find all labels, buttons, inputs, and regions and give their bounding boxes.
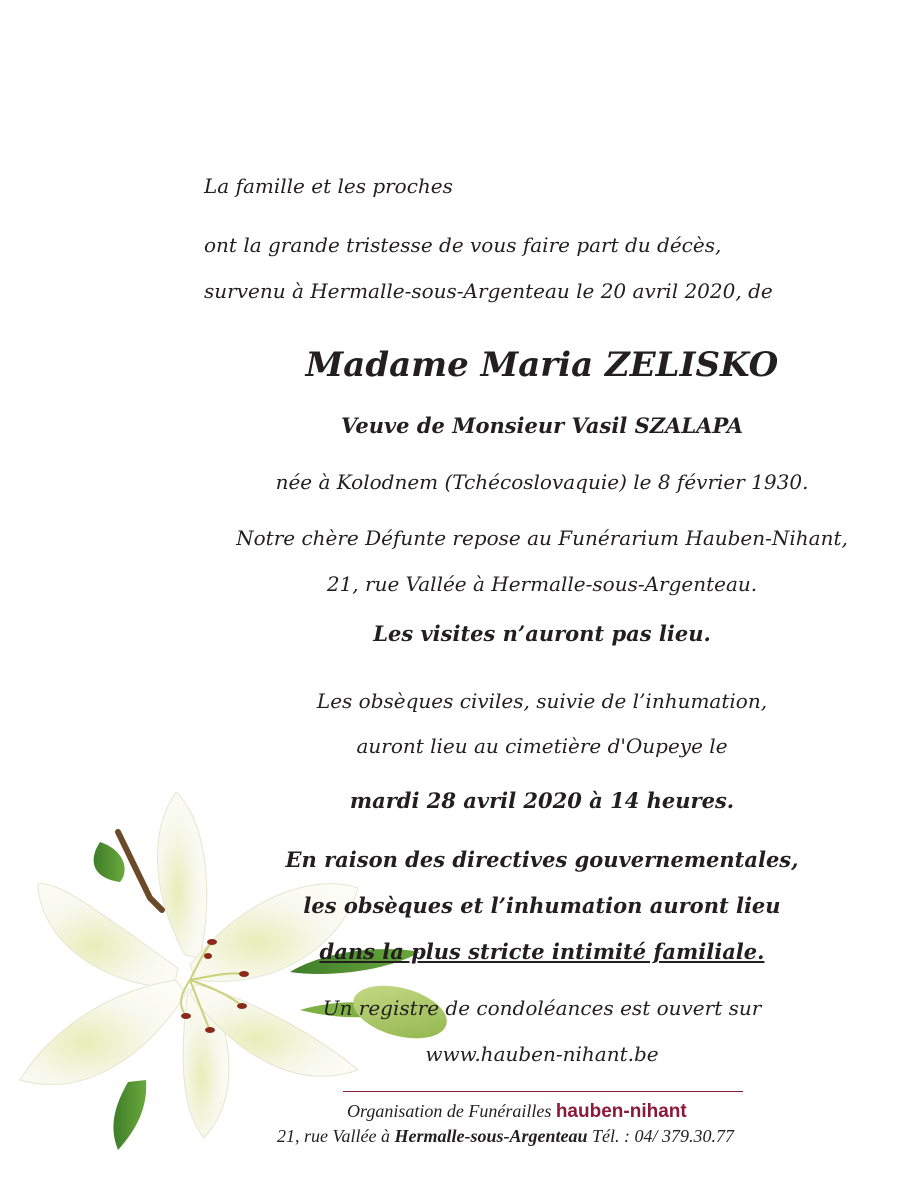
footer-org-label: Organisation de Funérailles	[347, 1101, 552, 1121]
intro-line-death-place-date: survenu à Hermalle-sous-Argenteau le 20 avril 2020, de	[204, 279, 773, 303]
spouse-line: Veuve de Monsieur Vasil SZALAPA	[340, 413, 743, 438]
brand-logo-text: hauben-nihant	[555, 1101, 687, 1122]
footer-phone: Tél. : 04/ 379.30.77	[592, 1126, 734, 1146]
register-line: Un registre de condoléances est ouvert sur	[322, 996, 762, 1020]
deceased-name: Madame Maria ZELISKO	[305, 345, 779, 385]
birth-line: née à Kolodnem (Tchécoslovaquie) le 8 février 1930.	[275, 470, 809, 494]
directive-line-3: dans la plus stricte intimité familiale.	[319, 939, 765, 964]
intro-line-announcement: ont la grande tristesse de vous faire part du décès,	[204, 233, 722, 257]
directive-line-2: les obsèques et l’inhumation auront lieu	[303, 893, 781, 918]
funeral-line-1: Les obsèques civiles, suivie de l’inhumation,	[316, 689, 768, 713]
footer-town: Hermalle-sous-Argenteau	[394, 1126, 588, 1146]
footer-address-prefix: 21, rue Vallée à	[277, 1126, 390, 1146]
funeral-line-2: auront lieu au cimetière d'Oupeye le	[356, 734, 728, 758]
footer-divider	[343, 1091, 743, 1092]
funeral-date: mardi 28 avril 2020 à 14 heures.	[349, 788, 735, 813]
rest-location-line: Notre chère Défunte repose au Funérarium Hauben-Nihant,	[236, 526, 848, 550]
footer-organisation	[347, 1100, 687, 1123]
website-link[interactable]: www.hauben-nihant.be	[425, 1042, 659, 1066]
directive-line-1: En raison des directives gouvernementales,	[285, 847, 799, 872]
intro-line-family: La famille et les proches	[204, 174, 453, 198]
rest-address-line: 21, rue Vallée à Hermalle-sous-Argenteau.	[326, 572, 758, 596]
footer-address	[277, 1125, 734, 1147]
visits-line: Les visites n’auront pas lieu.	[373, 621, 711, 646]
